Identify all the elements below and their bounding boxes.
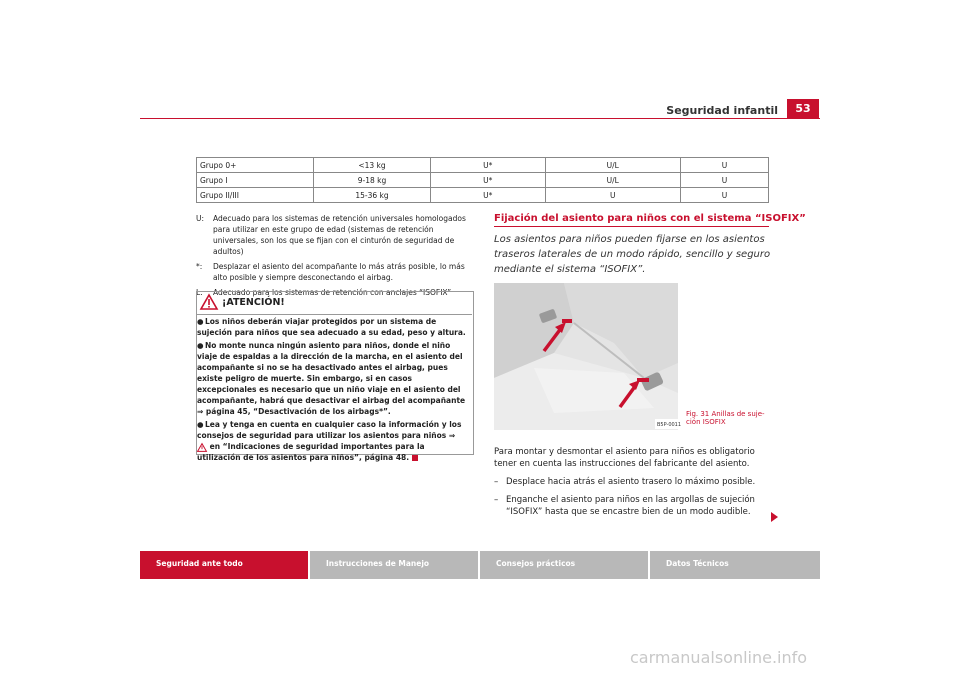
step-item: – Desplace hacia atrás el asiento trasero lo máximo posible. xyxy=(494,477,756,487)
warning-title: ¡ATENCIÓN! xyxy=(222,297,285,308)
step-item: – Enganche el asiento para niños en las argollas de sujeción “ISOFIX” hasta que se encastre bien de un modo audible. xyxy=(494,495,755,517)
section-divider xyxy=(494,226,769,227)
footer-tab-consejos[interactable]: Consejos prácticos xyxy=(480,551,648,579)
isofix-figure xyxy=(494,283,682,430)
continue-arrow-icon xyxy=(771,512,778,522)
warning-triangle-icon xyxy=(200,294,218,310)
table-row: Grupo II/III 15-36 kg U* U U xyxy=(197,188,769,203)
legend-item: *: Desplazar el asiento del acompañante lo más atrás posible, lo más alto posible y siempre desconectando el airbag. xyxy=(196,262,465,282)
child-seat-table xyxy=(196,157,769,203)
footer-tab-instrucciones[interactable]: Instrucciones de Manejo xyxy=(310,551,478,579)
figure-caption: Fig. 31 Anillas de suje- ción ISOFIX xyxy=(686,410,765,426)
legend-item: U: Adecuado para los sistemas de retención universales homologados para utilizar en este grupo de edad (sistemas de retención universales, son los que se fijan con el cinturón de seguridad de adultos) xyxy=(196,214,466,256)
section-body xyxy=(494,446,776,524)
page-number: 53 xyxy=(787,99,819,119)
header-divider xyxy=(140,118,820,119)
warning-item: Los niños deberán viajar protegidos por un sistema de sujeción para niños que sea adecuado a su edad, peso y altura. xyxy=(197,317,466,337)
warning-item: Lea y tenga en cuenta en cualquier caso la información y los consejos de seguridad para utilizar los asientos para niños ⇒ xyxy=(197,420,462,440)
watermark: carmanualsonline.info xyxy=(630,648,808,667)
warning-item-cont: en “Indicaciones de seguridad importantes para la utilización de los asientos para niños”, página 48. xyxy=(197,442,425,462)
table-row: Grupo I 9-18 kg U* U/L U xyxy=(197,173,769,188)
table-legend xyxy=(196,213,472,302)
figure-label: B5P-0011 xyxy=(657,422,682,428)
legend-item: L: Adecuado para los sistemas de retención con anclajes “ISOFIX” xyxy=(196,288,452,297)
body-paragraph: Para montar y desmontar el asiento para niños es obligatorio tener en cuenta las instrucciones del fabricante del asiento. xyxy=(494,447,755,469)
page-header-title: Seguridad infantil xyxy=(666,104,778,117)
warning-triangle-inline-icon xyxy=(197,443,207,452)
end-of-section-icon xyxy=(412,455,418,461)
table-row: Grupo 0+ <13 kg U* U/L U xyxy=(197,158,769,173)
footer-tab-datos[interactable]: Datos Técnicos xyxy=(650,551,820,579)
warning-item: No monte nunca ningún asiento para niños, donde el niño viaje de espaldas a la dirección de la marcha, en el asiento del acompañante si no se ha desactivado antes el airbag, pues existe peligro de muerte. Sin embargo, si en casos excepcionales es necesario que un niño viaje en el asiento del acompañante, habrá que desactivar el airbag del acompañante ⇒ página 45, “Desactivación de los airbags*”. xyxy=(197,341,466,416)
section-intro: Los asientos para niños pueden fijarse en los asientos traseros laterales de un modo rápido, sencillo y seguro mediante el sistema “ISOFIX”. xyxy=(494,234,771,275)
warning-body: ●Los niños deberán viajar protegidos por un sistema de sujeción para niños que sea adecuado a su edad, peso y altura. ●No monte nunca ningún asiento para niños, donde el niño viaje de espaldas a la dirección de la marcha, en el asiento del acompañante si no se ha desactivado antes el airbag, pues existe peligro de muerte. Sin embargo, si en casos excepcionales es necesario que un niño viaje en el asiento del acompañante, habrá que desactivar el airbag del acompañante ⇒ página 45, “Desactivación de los airbags*”. ●Lea y tenga en cuenta en cualquier caso la información y los consejos de seguridad para utilizar los asientos para niños ⇒ en “Indicaciones de seguridad importantes para la utilización de los asientos para niños”, página 48. xyxy=(197,317,466,462)
footer-tab-seguridad[interactable]: Seguridad ante todo xyxy=(140,551,308,579)
section-title: Fijación del asiento para niños con el sistema “ISOFIX” xyxy=(494,213,806,224)
